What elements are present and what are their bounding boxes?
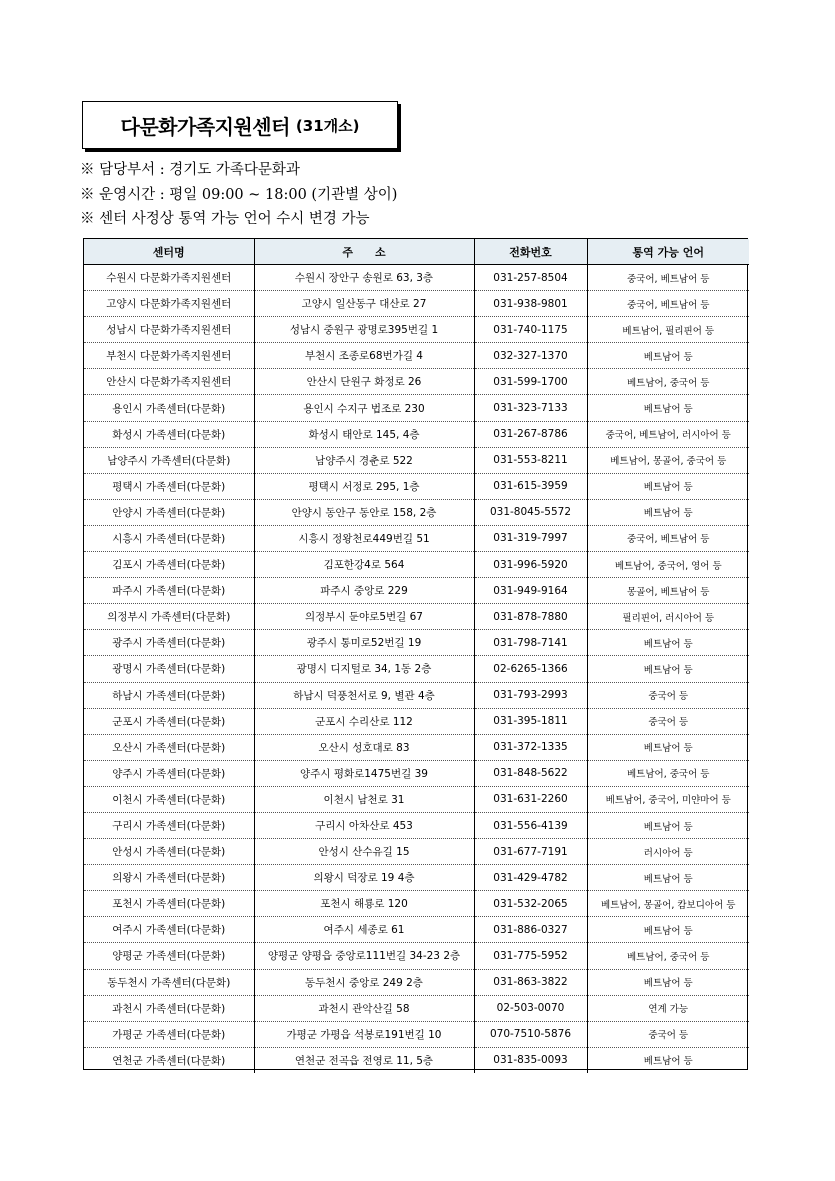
phone-cell: 031-429-4782 bbox=[474, 865, 587, 891]
address-cell: 김포한강4로 564 bbox=[254, 552, 474, 578]
phone-cell: 031-848-5622 bbox=[474, 760, 587, 786]
table-row bbox=[84, 552, 749, 578]
table-row bbox=[84, 943, 749, 969]
address-cell: 포천시 해룡로 120 bbox=[254, 891, 474, 917]
note-language: ※ 센터 사정상 통역 가능 언어 수시 변경 가능 bbox=[80, 211, 370, 227]
table-body bbox=[84, 265, 749, 1073]
table-row bbox=[84, 891, 749, 917]
languages-cell: 베트남어 등 bbox=[587, 969, 749, 995]
phone-cell: 031-878-7880 bbox=[474, 604, 587, 630]
languages-cell: 베트남어, 중국어 등 bbox=[587, 369, 749, 395]
address-cell: 연천군 전곡읍 전영로 11, 5층 bbox=[254, 1047, 474, 1073]
center-name-cell: 가평군 가족센터(다문화) bbox=[84, 1021, 254, 1047]
languages-cell: 베트남어, 몽골어, 캄보디아어 등 bbox=[587, 891, 749, 917]
table-row bbox=[84, 760, 749, 786]
phone-cell: 031-8045-5572 bbox=[474, 499, 587, 525]
address-cell: 안양시 동안구 동안로 158, 2층 bbox=[254, 499, 474, 525]
center-name-cell: 군포시 가족센터(다문화) bbox=[84, 708, 254, 734]
header-phone: 전화번호 bbox=[474, 239, 587, 265]
languages-cell: 중국어, 베트남어 등 bbox=[587, 525, 749, 551]
languages-cell: 중국어 등 bbox=[587, 682, 749, 708]
table-row bbox=[84, 812, 749, 838]
languages-cell: 베트남어 등 bbox=[587, 656, 749, 682]
center-name-cell: 의왕시 가족센터(다문화) bbox=[84, 865, 254, 891]
phone-cell: 031-631-2260 bbox=[474, 786, 587, 812]
table-header-row bbox=[84, 239, 749, 265]
languages-cell: 베트남어, 중국어, 영어 등 bbox=[587, 552, 749, 578]
center-name-cell: 안양시 가족센터(다문화) bbox=[84, 499, 254, 525]
table-row bbox=[84, 630, 749, 656]
table-row bbox=[84, 1047, 749, 1073]
address-cell: 성남시 중원구 광명로395번길 1 bbox=[254, 317, 474, 343]
center-name-cell: 과천시 가족센터(다문화) bbox=[84, 995, 254, 1021]
phone-cell: 031-257-8504 bbox=[474, 265, 587, 291]
phone-cell: 031-395-1811 bbox=[474, 708, 587, 734]
center-name-cell: 광주시 가족센터(다문화) bbox=[84, 630, 254, 656]
phone-cell: 031-798-7141 bbox=[474, 630, 587, 656]
center-name-cell: 양평군 가족센터(다문화) bbox=[84, 943, 254, 969]
phone-cell: 031-267-8786 bbox=[474, 421, 587, 447]
table-row bbox=[84, 734, 749, 760]
phone-cell: 031-949-9164 bbox=[474, 578, 587, 604]
address-cell: 의왕시 덕장로 19 4층 bbox=[254, 865, 474, 891]
note-hours: ※ 운영시간 : 평일 09:00 ~ 18:00 (기관별 상이) bbox=[80, 186, 398, 203]
center-name-cell: 여주시 가족센터(다문화) bbox=[84, 917, 254, 943]
address-cell: 고양시 일산동구 대산로 27 bbox=[254, 291, 474, 317]
center-name-cell: 파주시 가족센터(다문화) bbox=[84, 578, 254, 604]
address-cell: 광주시 통미로52번길 19 bbox=[254, 630, 474, 656]
table-row bbox=[84, 917, 749, 943]
address-cell: 양주시 평화로1475번길 39 bbox=[254, 760, 474, 786]
address-cell: 파주시 중앙로 229 bbox=[254, 578, 474, 604]
languages-cell: 베트남어, 몽골어, 중국어 등 bbox=[587, 447, 749, 473]
languages-cell: 연계 가능 bbox=[587, 995, 749, 1021]
languages-cell: 중국어 등 bbox=[587, 708, 749, 734]
address-cell: 평택시 서정로 295, 1층 bbox=[254, 473, 474, 499]
phone-cell: 031-372-1335 bbox=[474, 734, 587, 760]
table-row bbox=[84, 839, 749, 865]
table-row bbox=[84, 447, 749, 473]
address-cell: 오산시 성호대로 83 bbox=[254, 734, 474, 760]
center-name-cell: 동두천시 가족센터(다문화) bbox=[84, 969, 254, 995]
languages-cell: 베트남어, 중국어 등 bbox=[587, 760, 749, 786]
center-name-cell: 수원시 다문화가족지원센터 bbox=[84, 265, 254, 291]
title-box bbox=[82, 101, 398, 149]
phone-cell: 031-532-2065 bbox=[474, 891, 587, 917]
languages-cell: 베트남어 등 bbox=[587, 812, 749, 838]
page-title: 다문화가족지원센터 bbox=[120, 114, 290, 139]
note-department: ※ 담당부서 : 경기도 가족다문화과 bbox=[80, 162, 300, 178]
address-cell: 부천시 조종로68번가길 4 bbox=[254, 343, 474, 369]
address-cell: 안산시 단원구 화정로 26 bbox=[254, 369, 474, 395]
table-row bbox=[84, 369, 749, 395]
table-row bbox=[84, 421, 749, 447]
table-row bbox=[84, 708, 749, 734]
notes-section bbox=[80, 158, 397, 232]
phone-cell: 031-677-7191 bbox=[474, 839, 587, 865]
address-cell: 과천시 관악산길 58 bbox=[254, 995, 474, 1021]
center-name-cell: 평택시 가족센터(다문화) bbox=[84, 473, 254, 499]
phone-cell: 031-938-9801 bbox=[474, 291, 587, 317]
table-row bbox=[84, 343, 749, 369]
center-name-cell: 김포시 가족센터(다문화) bbox=[84, 552, 254, 578]
table-row bbox=[84, 969, 749, 995]
center-name-cell: 안성시 가족센터(다문화) bbox=[84, 839, 254, 865]
phone-cell: 031-323-7133 bbox=[474, 395, 587, 421]
address-cell: 의정부시 둔야로5번길 67 bbox=[254, 604, 474, 630]
table-row bbox=[84, 473, 749, 499]
languages-cell: 몽골어, 베트남어 등 bbox=[587, 578, 749, 604]
centers-table-container bbox=[83, 238, 748, 1070]
center-name-cell: 오산시 가족센터(다문화) bbox=[84, 734, 254, 760]
phone-cell: 031-775-5952 bbox=[474, 943, 587, 969]
center-name-cell: 남양주시 가족센터(다문화) bbox=[84, 447, 254, 473]
languages-cell: 중국어 등 bbox=[587, 1021, 749, 1047]
languages-cell: 베트남어 등 bbox=[587, 865, 749, 891]
center-name-cell: 구리시 가족센터(다문화) bbox=[84, 812, 254, 838]
table-row bbox=[84, 656, 749, 682]
address-cell: 수원시 장안구 송원로 63, 3층 bbox=[254, 265, 474, 291]
phone-cell: 02-6265-1366 bbox=[474, 656, 587, 682]
table-row bbox=[84, 1021, 749, 1047]
table-row bbox=[84, 291, 749, 317]
languages-cell: 중국어, 베트남어, 러시아어 등 bbox=[587, 421, 749, 447]
address-cell: 여주시 세종로 61 bbox=[254, 917, 474, 943]
address-cell: 안성시 산수유길 15 bbox=[254, 839, 474, 865]
address-cell: 시흥시 정왕천로449번길 51 bbox=[254, 525, 474, 551]
languages-cell: 베트남어 등 bbox=[643, 1056, 693, 1068]
languages-cell: 베트남어 등 bbox=[587, 499, 749, 525]
address-cell: 화성시 태안로 145, 4층 bbox=[254, 421, 474, 447]
table-row bbox=[84, 395, 749, 421]
center-name-cell: 양주시 가족센터(다문화) bbox=[84, 760, 254, 786]
center-name-cell: 포천시 가족센터(다문화) bbox=[84, 891, 254, 917]
center-name-cell: 시흥시 가족센터(다문화) bbox=[84, 525, 254, 551]
address-cell: 남양주시 경춘로 522 bbox=[254, 447, 474, 473]
address-cell: 이천시 남천로 31 bbox=[254, 786, 474, 812]
center-name-cell: 용인시 가족센터(다문화) bbox=[84, 395, 254, 421]
phone-cell: 031-319-7997 bbox=[474, 525, 587, 551]
languages-cell: 중국어, 베트남어 등 bbox=[587, 265, 749, 291]
languages-cell: 중국어, 베트남어 등 bbox=[587, 291, 749, 317]
phone-cell: 070-7510-5876 bbox=[474, 1021, 587, 1047]
phone-cell: 031-996-5920 bbox=[474, 552, 587, 578]
center-name-cell: 화성시 가족센터(다문화) bbox=[84, 421, 254, 447]
languages-cell: 베트남어 등 bbox=[587, 473, 749, 499]
phone-cell: 031-599-1700 bbox=[474, 369, 587, 395]
header-address: 주 소 bbox=[254, 239, 474, 265]
phone-cell: 032-327-1370 bbox=[474, 343, 587, 369]
phone-cell: 031-553-8211 bbox=[474, 447, 587, 473]
languages-cell: 베트남어 등 bbox=[587, 395, 749, 421]
center-name-cell: 성남시 다문화가족지원센터 bbox=[84, 317, 254, 343]
address-cell: 광명시 디지털로 34, 1동 2층 bbox=[254, 656, 474, 682]
table-row bbox=[84, 604, 749, 630]
header-languages: 통역 가능 언어 bbox=[587, 239, 749, 265]
languages-cell: 베트남어, 중국어 등 bbox=[587, 943, 749, 969]
table-row bbox=[84, 682, 749, 708]
table-row bbox=[84, 265, 749, 291]
table-row bbox=[84, 865, 749, 891]
languages-cell: 베트남어 등 bbox=[587, 343, 749, 369]
center-name-cell: 광명시 가족센터(다문화) bbox=[84, 656, 254, 682]
table-row bbox=[84, 525, 749, 551]
table-row bbox=[84, 317, 749, 343]
phone-cell: 031-793-2993 bbox=[474, 682, 587, 708]
languages-cell: 베트남어 등 bbox=[587, 917, 749, 943]
address-cell: 용인시 수지구 법조로 230 bbox=[254, 395, 474, 421]
center-name-cell: 안산시 다문화가족지원센터 bbox=[84, 369, 254, 395]
phone-cell: 02-503-0070 bbox=[474, 995, 587, 1021]
table-row bbox=[84, 786, 749, 812]
center-name-cell: 부천시 다문화가족지원센터 bbox=[84, 343, 254, 369]
address-cell: 양평군 양평읍 중앙로111번길 34-23 2층 bbox=[254, 943, 474, 969]
center-name-cell: 이천시 가족센터(다문화) bbox=[84, 786, 254, 812]
phone-cell: 031-863-3822 bbox=[474, 969, 587, 995]
table-row bbox=[84, 499, 749, 525]
center-count: (31개소) bbox=[295, 116, 360, 135]
languages-cell: 베트남어, 중국어, 미얀마어 등 bbox=[587, 786, 749, 812]
centers-table bbox=[84, 239, 749, 1073]
center-name-cell: 고양시 다문화가족지원센터 bbox=[84, 291, 254, 317]
phone-cell: 031-835-0093 bbox=[474, 1047, 587, 1073]
center-name-cell: 하남시 가족센터(다문화) bbox=[84, 682, 254, 708]
address-cell: 동두천시 중앙로 249 2층 bbox=[254, 969, 474, 995]
address-cell: 가평군 가평읍 석봉로191번길 10 bbox=[254, 1021, 474, 1047]
table-row bbox=[84, 578, 749, 604]
address-cell: 군포시 수리산로 112 bbox=[254, 708, 474, 734]
languages-cell: 필리핀어, 러시아어 등 bbox=[587, 604, 749, 630]
languages-cell: 베트남어, 필리핀어 등 bbox=[587, 317, 749, 343]
languages-cell: 러시아어 등 bbox=[587, 839, 749, 865]
address-cell: 구리시 아차산로 453 bbox=[254, 812, 474, 838]
phone-cell: 031-886-0327 bbox=[474, 917, 587, 943]
phone-cell: 031-615-3959 bbox=[474, 473, 587, 499]
address-cell: 하남시 덕풍천서로 9, 별관 4층 bbox=[254, 682, 474, 708]
table-row bbox=[84, 995, 749, 1021]
center-name-cell: 의정부시 가족센터(다문화) bbox=[84, 604, 254, 630]
languages-cell: 베트남어 등 bbox=[587, 734, 749, 760]
phone-cell: 031-556-4139 bbox=[474, 812, 587, 838]
phone-cell: 031-740-1175 bbox=[474, 317, 587, 343]
languages-cell: 베트남어 등 bbox=[587, 630, 749, 656]
header-center-name: 센터명 bbox=[84, 239, 254, 265]
center-name-cell: 연천군 가족센터(다문화) bbox=[84, 1047, 254, 1073]
